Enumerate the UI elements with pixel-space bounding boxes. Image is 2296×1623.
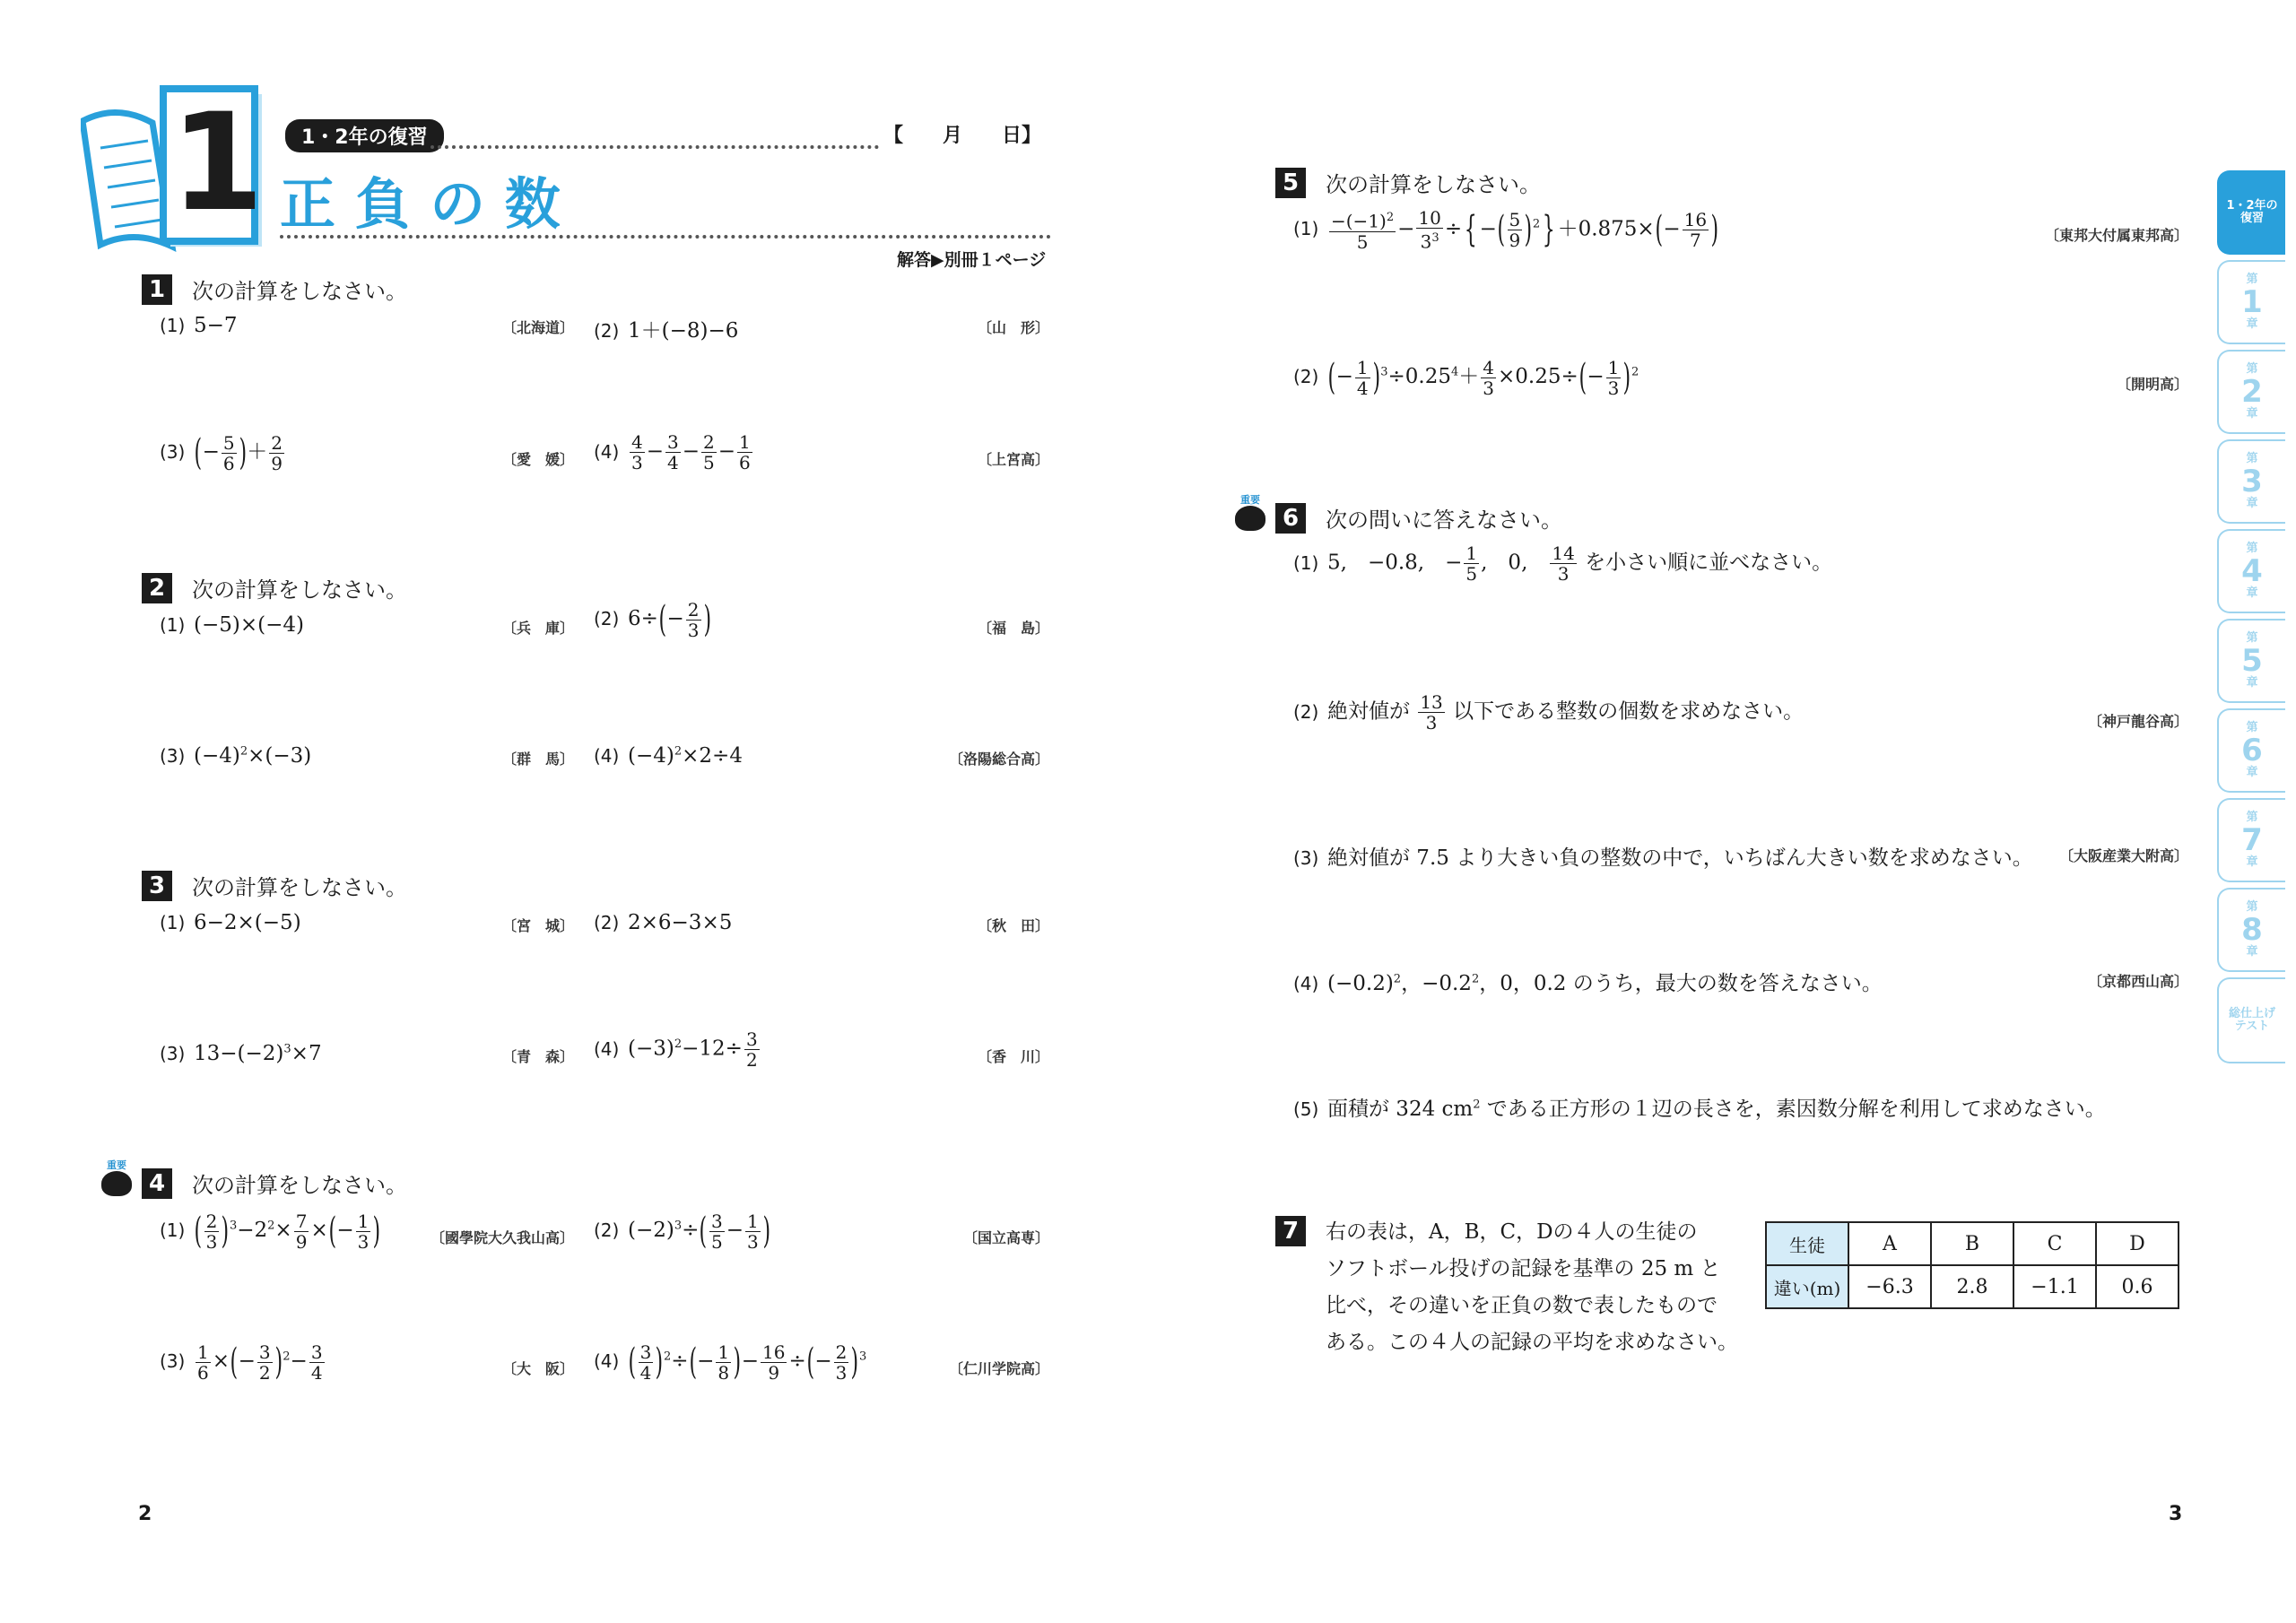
q2-3-source: 〔群 馬〕 [501,751,574,768]
important-mark-2: 重要 [1232,495,1268,536]
q5-instruction: 次の計算をしなさい。 [1326,172,1541,197]
side-tab-chapter-3[interactable]: 第 3 章 [2217,439,2285,524]
q5-2: (2) (− $\frac{1}{4}$ )$^3\div 0.25^4+$ $\frac{4}{3}$ ×0.25÷(− $\frac{1}{3}$ )$^2$ [1293,356,1639,399]
q4-3: (3) $\frac{1}{6}$ ×(− $\frac{3}{2}$ )$^2$− $\frac{3}{4}$ [160,1341,323,1384]
q1-3-source: 〔愛 媛〕 [501,451,574,468]
q3-heading [142,870,407,901]
side-tab-final-test[interactable]: 総仕上げ テスト [2217,977,2285,1063]
side-tab-chapter-7[interactable]: 第 7 章 [2217,798,2285,882]
q6-number: 6 [1275,503,1306,534]
q4-2-source: 〔国立高専〕 [962,1229,1049,1246]
q6-2: (2) 絶対値が $\frac{13}{3}$ 以下である整数の個数を求めなさい。 [1293,691,1805,733]
important-face-icon [1235,506,1265,531]
q3-3: (3) $13-(-2)^3\times 7$ [160,1042,322,1065]
important-mark: 重要 [99,1160,135,1202]
side-tab-chapter-4[interactable]: 第 4 章 [2217,529,2285,613]
q6-3-source: 〔大阪産業大附高〕 [2058,847,2188,864]
q5-1: (1) $\frac{-(-1)^2}{5}$ − $\frac{10}{3^3}$ ÷{ −( $\frac{5}{9}$ )$^2$} ＋0.875×(− $\frac{16}{7}$ ) [1293,207,1719,253]
table-cell: 2.8 [1931,1265,2013,1308]
page-number-left: 2 [138,1503,152,1525]
q4-3-source: 〔大 阪〕 [501,1360,574,1377]
table-header-diff: 違い(m) [1766,1265,1848,1308]
q5-1-source: 〔東邦大付属東邦高〕 [2044,227,2188,244]
side-tab-chapter-6[interactable]: 第 6 章 [2217,708,2285,793]
q1-4-source: 〔上宮高〕 [977,451,1049,468]
q7-number: 7 [1275,1216,1326,1246]
q3-4: (4) $(-3)^2-12\div$ $\frac{3}{2}$ [594,1028,758,1071]
q4-4: (4) ( $\frac{3}{4}$ )$^2$÷(− $\frac{1}{8}$ )− $\frac{16}{9}$ ÷(− $\frac{2}{3}$ )$^3$ [594,1341,867,1384]
q4-4-source: 〔仁川学院高〕 [948,1360,1049,1377]
side-tab-chapter-5[interactable]: 第 5 章 [2217,619,2285,703]
q1-1: (1) 5−7 [160,314,238,337]
q5-number: 5 [1275,168,1306,198]
q4-1: (1) ( $\frac{2}{3}$ )$^3-2^2\times$ $\frac{7}{9}$ ×(− $\frac{1}{3}$ ) [160,1210,381,1253]
q2-4: (4) $(-4)^2\times 2\div 4$ [594,744,743,768]
q6-3: (3) 絶対値が 7.5 より大きい負の整数の中で，いちばん大きい数を求めなさい。 [1293,846,2033,870]
side-tab-review[interactable]: 1・2年の 復習 [2217,170,2285,255]
q6-4: (4) $(-0.2)^2$，$-0.2^2$，0，0.2 のうち，最大の数を答えなさい。 [1293,972,1883,995]
page-title: 正 負 の 数 [280,171,561,237]
q2-2: (2) 6÷(− $\frac{2}{3}$ ) [594,598,711,641]
side-tab-chapter-2[interactable]: 第 2 章 [2217,350,2285,434]
chapter-number: 1 [170,85,265,241]
q7-text: 右の表は，A，B，C，Dの４人の生徒の ソフトボール投げの記録を基準の 25 m と 比べ，その違いを正負の数で表したもので ある。この４人の記録の平均を求めなさい。 [1326,1220,1738,1354]
q2-1-source: 〔兵 庫〕 [501,620,574,637]
q4-heading [107,1159,407,1199]
q6-2-source: 〔神戸龍谷高〕 [2087,713,2188,730]
q1-2-source: 〔山 形〕 [977,319,1049,336]
q2-4-source: 〔洛陽総合高〕 [948,751,1049,768]
q4-2: (2) $(-2)^3\div$( $\frac{3}{5}$ − $\frac{1}{3}$ ) [594,1210,770,1253]
q7-record-table [1765,1221,2179,1309]
q6-4-source: 〔京都西山高〕 [2087,973,2188,990]
table-cell: B [1931,1222,2013,1265]
q5-heading [1275,167,1541,198]
page-number-right: 3 [2169,1503,2183,1525]
q1-1-source: 〔北海道〕 [501,319,574,336]
table-row [1766,1222,2179,1265]
q1-number: 1 [142,274,172,305]
q1-heading [142,273,407,305]
q2-number: 2 [142,573,172,603]
q2-instruction: 次の計算をしなさい。 [192,577,407,603]
q6-5: (5) 面積が 324 $cm^2$ である正方形の１辺の長さを，素因数分解を利用して求めなさい。 [1293,1098,2106,1121]
q4-number: 4 [142,1168,172,1199]
chapter-badge [81,85,269,256]
q3-1: (1) 6−2×(−5) [160,911,301,934]
section-tag: 1・2年の復習 [285,119,444,152]
q4-instruction: 次の計算をしなさい。 [192,1173,407,1198]
q2-1: (1) (−5)×(−4) [160,613,304,637]
q4-1-source: 〔國學院大久我山高〕 [430,1229,574,1246]
q3-1-source: 〔宮 城〕 [501,917,574,934]
q3-4-source: 〔香 川〕 [977,1048,1049,1065]
side-tab-chapter-8[interactable]: 第 8 章 [2217,888,2285,972]
table-cell: A [1848,1222,1931,1265]
q1-4: (4) $\frac{4}{3}$ − $\frac{3}{4}$ − $\frac{2}{5}$ − $\frac{1}{6}$ [594,431,751,473]
important-face-icon [101,1171,132,1196]
table-cell: D [2096,1222,2179,1265]
q3-2-source: 〔秋 田〕 [977,917,1049,934]
q5-2-source: 〔開明高〕 [2116,376,2188,393]
table-cell: C [2013,1222,2096,1265]
table-row [1766,1265,2179,1308]
header-divider-top [430,145,879,149]
q1-2: (2) 1＋(−8)−6 [594,319,739,343]
table-cell: −1.1 [2013,1265,2096,1308]
table-header-student: 生徒 [1766,1222,1848,1265]
q2-2-source: 〔福 島〕 [977,620,1049,637]
q1-instruction: 次の計算をしなさい。 [192,279,407,304]
side-tab-chapter-1[interactable]: 第 1 章 [2217,260,2285,344]
q3-2: (2) 2×6−3×5 [594,911,733,934]
table-cell: 0.6 [2096,1265,2179,1308]
header-divider-bottom [280,235,1051,239]
q3-instruction: 次の計算をしなさい。 [192,875,407,900]
q6-instruction: 次の問いに答えなさい。 [1326,508,1562,533]
q6-1: (1) 5, −0.8, − $\frac{1}{5}$ , 0, $\frac{14}{3}$ を小さい順に並べなさい。 [1293,542,1833,585]
table-cell: −6.3 [1848,1265,1931,1308]
answer-reference: 解答▶別冊１ページ [897,250,1047,270]
q6-heading [1240,494,1562,534]
date-label: 【 月 日】 [883,125,1042,147]
q2-heading [142,572,407,603]
q3-3-source: 〔青 森〕 [501,1048,574,1065]
q3-number: 3 [142,871,172,901]
q2-3: (3) $(-4)^2\times(-3)$ [160,744,312,768]
q1-3: (3) (− $\frac{5}{6}$ )＋ $\frac{2}{9}$ [160,431,283,474]
